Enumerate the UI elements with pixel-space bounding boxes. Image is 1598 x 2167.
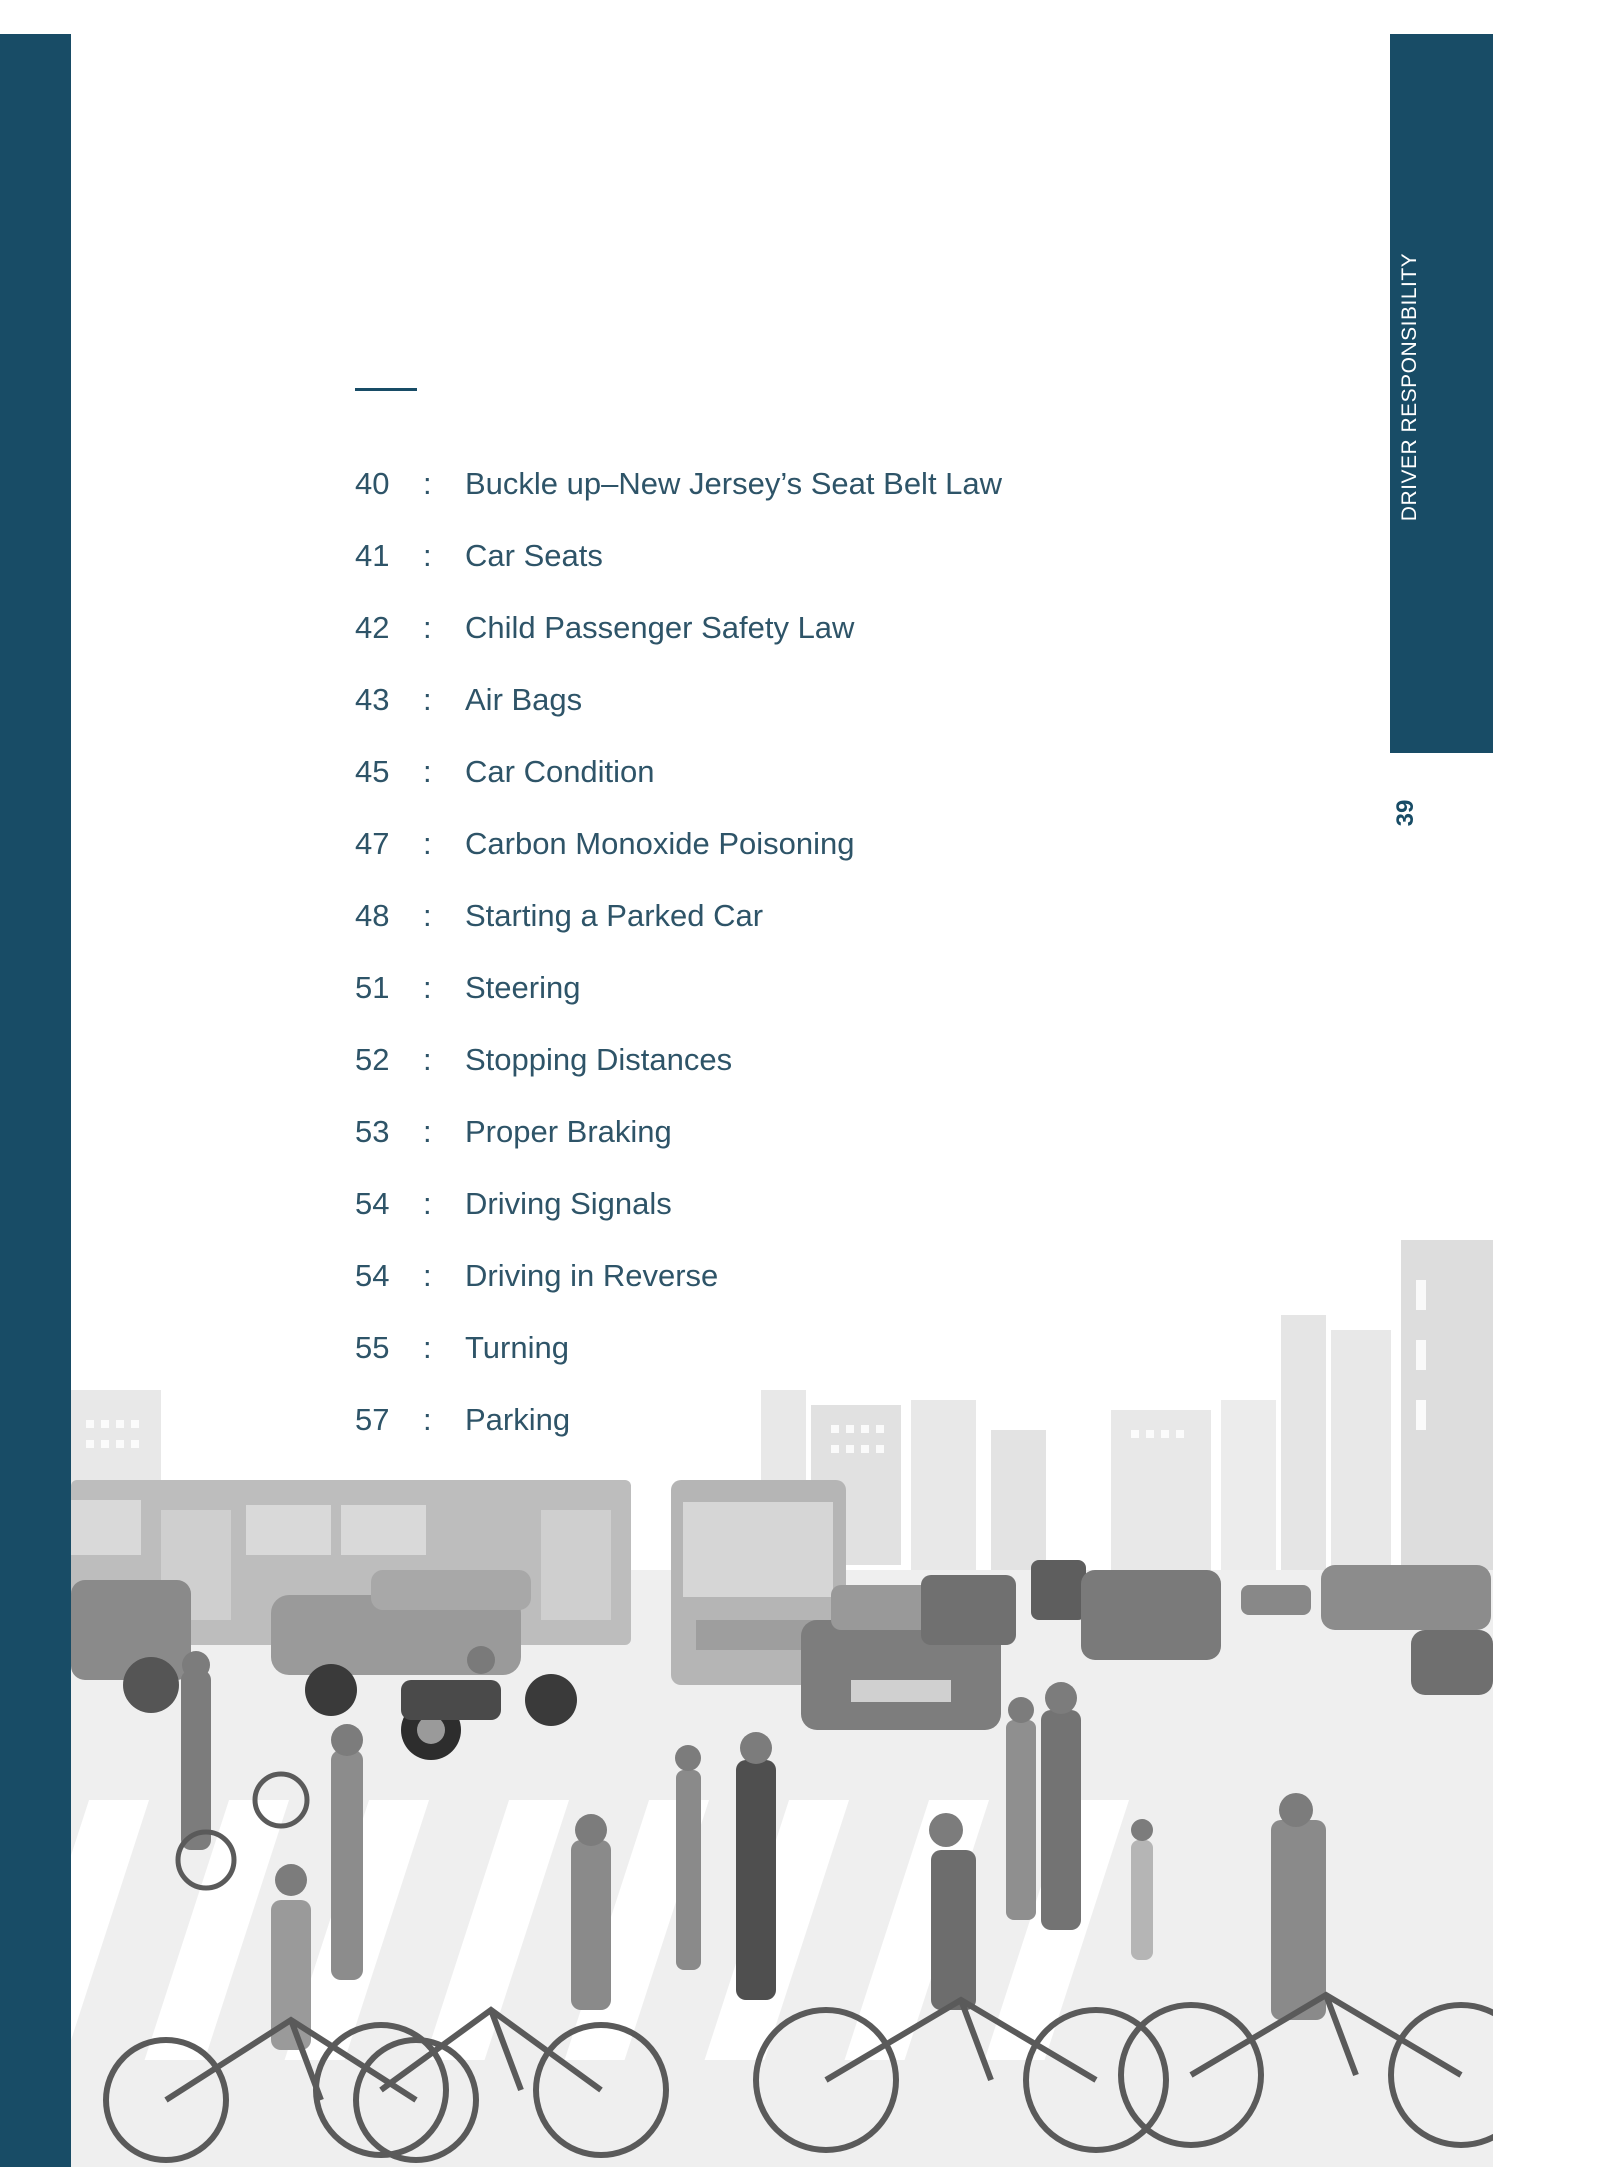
toc-page: 55 (355, 1330, 390, 1365)
toc-separator: : (423, 1258, 432, 1293)
toc-page: 48 (355, 898, 390, 933)
toc-title: Car Condition (465, 754, 655, 789)
toc-separator: : (423, 1186, 432, 1221)
toc-title: Driving in Reverse (465, 1258, 719, 1293)
toc-title: Starting a Parked Car (465, 898, 764, 933)
toc-divider (355, 388, 417, 391)
toc-page: 42 (355, 610, 390, 645)
toc-item[interactable] (355, 880, 1002, 952)
toc-title: Proper Braking (465, 1114, 672, 1149)
toc-separator: : (423, 682, 432, 717)
toc-page: 52 (355, 1042, 390, 1077)
toc-item[interactable] (355, 592, 1002, 664)
toc-title: Driving Signals (465, 1186, 672, 1221)
toc-separator: : (423, 826, 432, 861)
toc-title: Parking (465, 1402, 571, 1437)
page-number: 39 (1392, 799, 1419, 827)
toc-page: 51 (355, 970, 390, 1005)
left-accent-bar (0, 34, 71, 2167)
toc-item[interactable] (355, 808, 1002, 880)
toc-page: 43 (355, 682, 390, 717)
toc-page: 54 (355, 1186, 390, 1221)
toc-page: 54 (355, 1258, 390, 1293)
toc-separator: : (423, 1330, 432, 1365)
toc-separator: : (423, 970, 432, 1005)
toc-title: Stopping Distances (465, 1042, 733, 1077)
toc-title: Turning (465, 1330, 569, 1365)
toc-separator: : (423, 898, 432, 933)
toc-separator: : (423, 1114, 432, 1149)
street-scene-illustration (71, 1240, 1493, 2167)
toc-separator: : (423, 754, 432, 789)
toc-page: 40 (355, 466, 390, 501)
toc-title: Air Bags (465, 682, 583, 717)
toc-item[interactable] (355, 1096, 1002, 1168)
toc-item[interactable] (355, 1168, 1002, 1240)
toc-separator: : (423, 1402, 432, 1437)
toc-item[interactable] (355, 736, 1002, 808)
toc-item[interactable] (355, 664, 1002, 736)
toc-item[interactable] (355, 520, 1002, 592)
toc-title: Carbon Monoxide Poisoning (465, 826, 855, 861)
toc-page: 41 (355, 538, 390, 573)
toc-page: 45 (355, 754, 390, 789)
toc-title: Car Seats (465, 538, 603, 573)
toc-item[interactable] (355, 448, 1002, 520)
chapter-title: DRIVER RESPONSIBILITY (1398, 252, 1421, 522)
toc-title: Child Passenger Safety Law (465, 610, 855, 645)
toc-page: 47 (355, 826, 390, 861)
toc-title: Buckle up–New Jersey’s Seat Belt Law (465, 466, 1003, 501)
toc-item[interactable] (355, 952, 1002, 1024)
toc-separator: : (423, 466, 432, 501)
toc-separator: : (423, 1042, 432, 1077)
toc-separator: : (423, 610, 432, 645)
toc-page: 53 (355, 1114, 390, 1149)
toc-separator: : (423, 538, 432, 573)
toc-item[interactable] (355, 1024, 1002, 1096)
toc-title: Steering (465, 970, 581, 1005)
toc-page: 57 (355, 1402, 390, 1437)
